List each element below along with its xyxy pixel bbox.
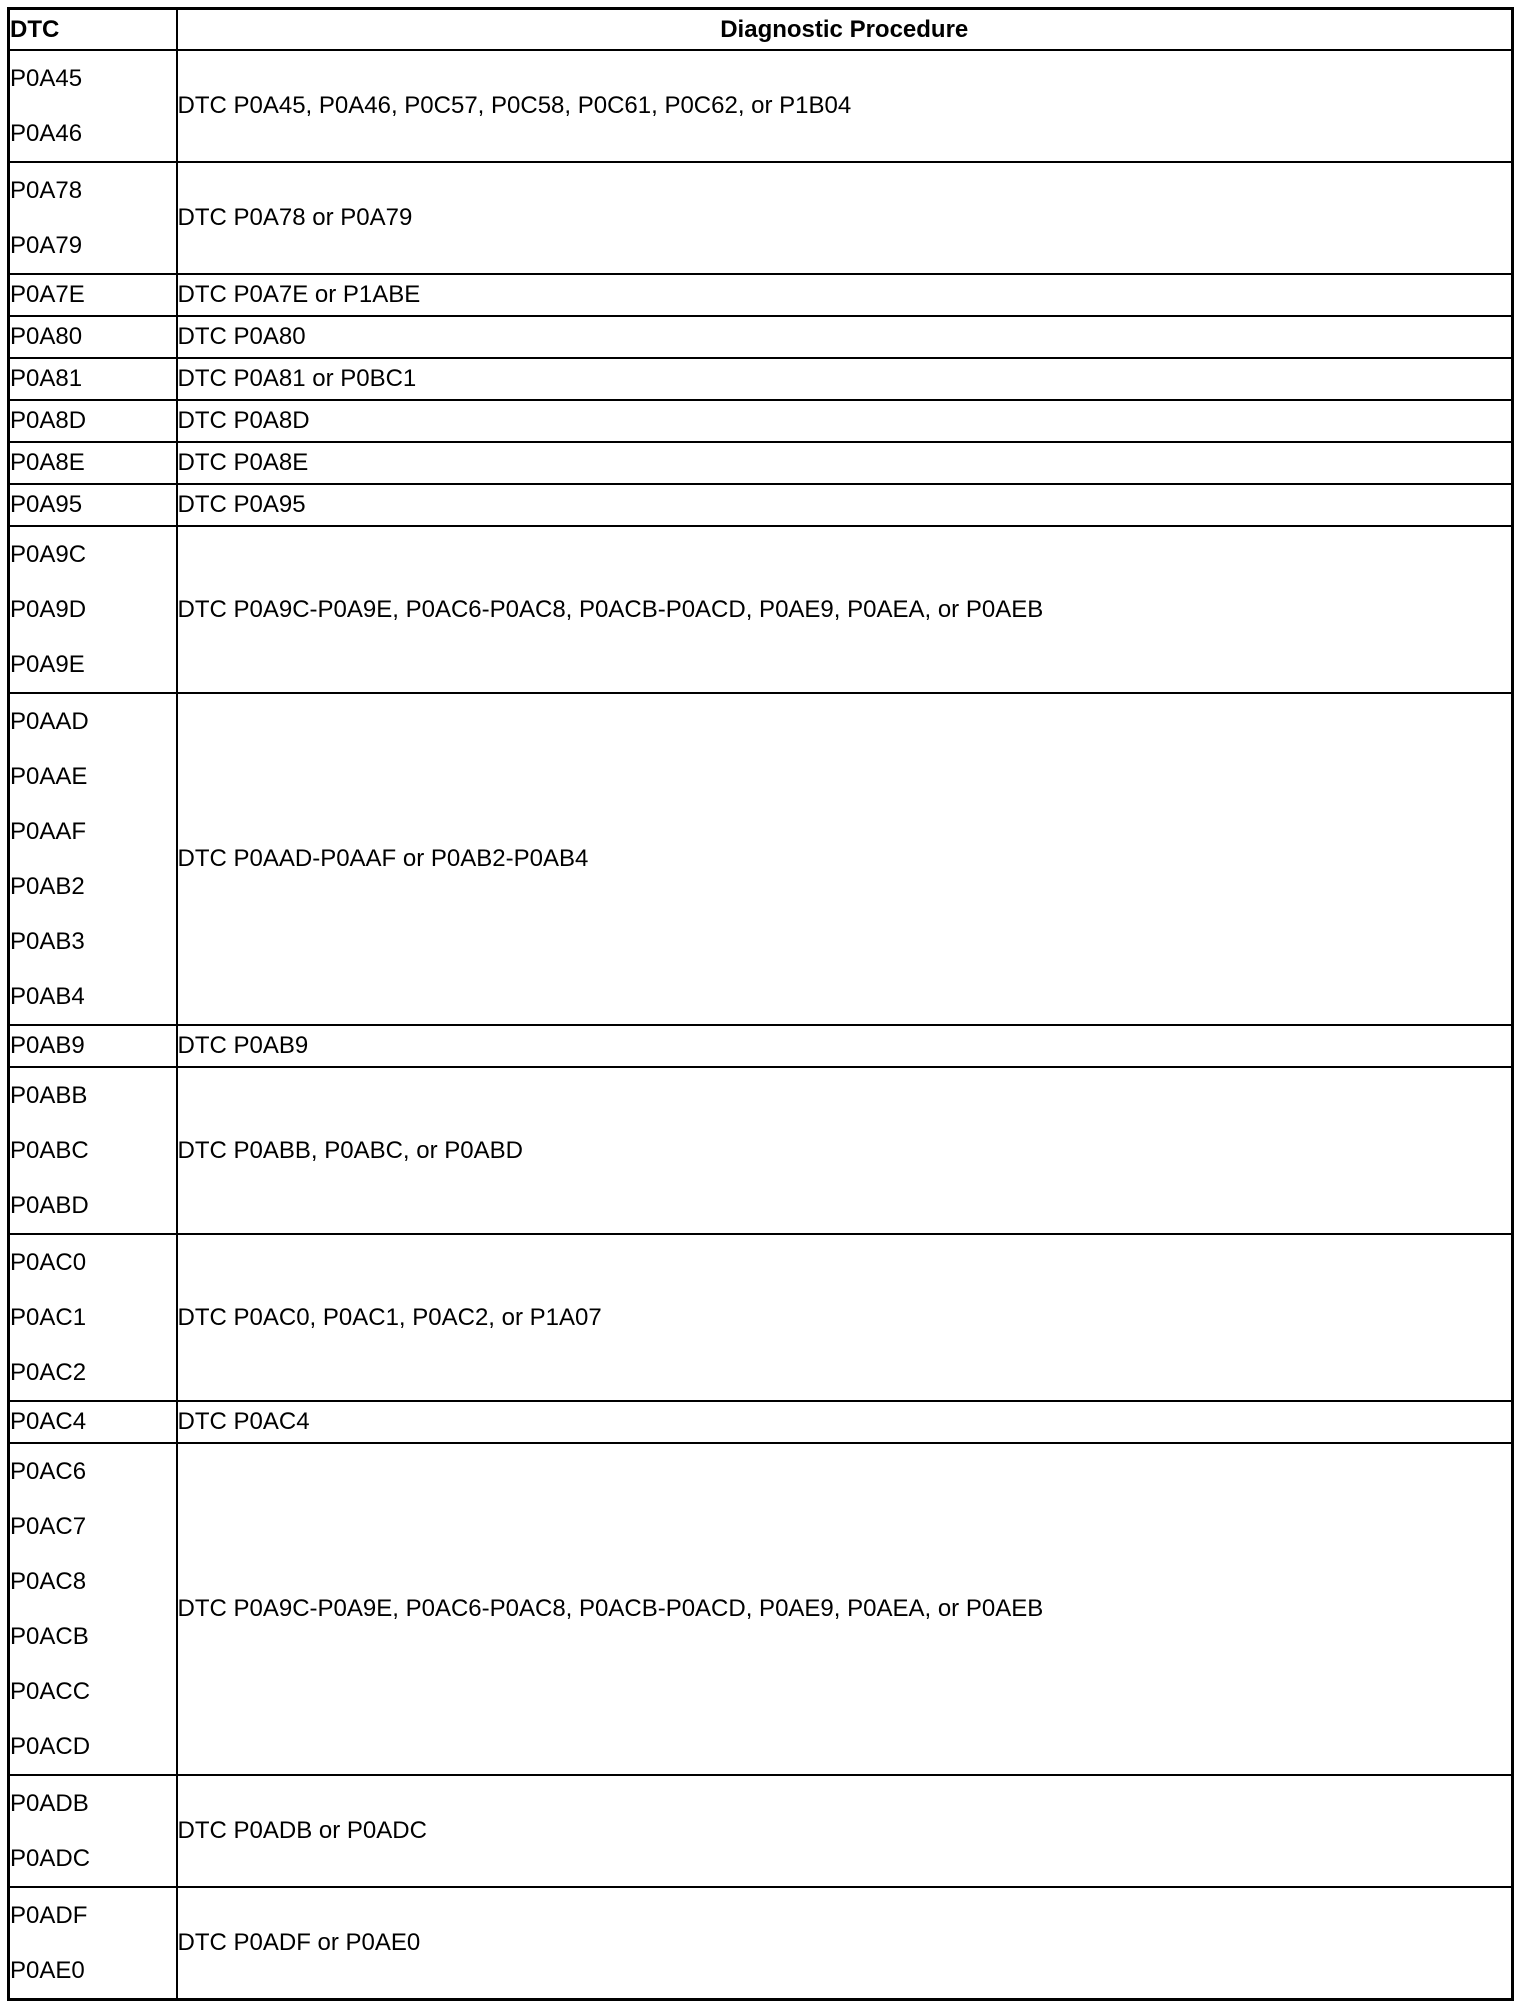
- header-diagnostic-procedure: Diagnostic Procedure: [177, 9, 1513, 51]
- dtc-code: P0A8E: [10, 449, 85, 476]
- diagnostic-procedure-cell: DTC P0A9C-P0A9E, P0AC6-P0AC8, P0ACB-P0ACD, P0AE9, P0AEA, or P0AEB: [177, 1443, 1513, 1775]
- dtc-codes-cell: [9, 274, 177, 316]
- dtc-code: P0ACD: [10, 1733, 91, 1760]
- table-row: [9, 162, 1513, 274]
- dtc-code: P0AB3: [10, 928, 85, 955]
- dtc-code: P0ABD: [10, 1192, 89, 1219]
- dtc-code: P0AC6: [10, 1458, 87, 1485]
- diagnostic-procedure-cell: DTC P0A9C-P0A9E, P0AC6-P0AC8, P0ACB-P0ACD, P0AE9, P0AEA, or P0AEB: [177, 526, 1513, 693]
- dtc-code: P0ACB: [10, 1623, 89, 1650]
- dtc-codes-cell: [9, 526, 177, 693]
- dtc-codes-cell: [9, 1887, 177, 2000]
- diagnostic-procedure-cell: DTC P0ABB, P0ABC, or P0ABD: [177, 1067, 1513, 1234]
- diagnostic-procedure-cell: DTC P0A95: [177, 484, 1513, 526]
- dtc-code: P0A9C: [10, 541, 87, 568]
- diagnostic-procedure-cell: DTC P0A45, P0A46, P0C57, P0C58, P0C61, P0C62, or P1B04: [177, 50, 1513, 162]
- diagnostic-procedure-cell: DTC P0A80: [177, 316, 1513, 358]
- dtc-codes-cell: [9, 484, 177, 526]
- table-row: [9, 526, 1513, 693]
- dtc-code: P0A9D: [10, 596, 87, 623]
- dtc-code: P0A95: [10, 491, 83, 518]
- table-body: [9, 50, 1513, 2000]
- table-row: [9, 400, 1513, 442]
- dtc-code: P0AC1: [10, 1304, 87, 1331]
- dtc-codes-cell: [9, 400, 177, 442]
- dtc-code: P0A80: [10, 323, 83, 350]
- dtc-code: P0A7E: [10, 281, 85, 308]
- table-header-row: [9, 9, 1513, 51]
- diagnostic-procedure-cell: DTC P0ADB or P0ADC: [177, 1775, 1513, 1887]
- dtc-code: P0A81: [10, 365, 83, 392]
- dtc-codes-cell: [9, 442, 177, 484]
- diagnostic-procedure-cell: DTC P0A8E: [177, 442, 1513, 484]
- diagnostic-procedure-cell: DTC P0A7E or P1ABE: [177, 274, 1513, 316]
- diagnostic-procedure-cell: DTC P0ADF or P0AE0: [177, 1887, 1513, 2000]
- diagnostic-procedure-cell: DTC P0AC4: [177, 1401, 1513, 1443]
- diagnostic-procedure-cell: DTC P0AB9: [177, 1025, 1513, 1067]
- dtc-codes-cell: [9, 1775, 177, 1887]
- dtc-code: P0ADF: [10, 1902, 88, 1929]
- table-row: [9, 1887, 1513, 2000]
- dtc-code: P0A78: [10, 177, 83, 204]
- dtc-code: P0AB9: [10, 1032, 85, 1059]
- table-row: [9, 316, 1513, 358]
- dtc-code: P0A46: [10, 120, 83, 147]
- dtc-codes-cell: [9, 1067, 177, 1234]
- dtc-codes-cell: [9, 316, 177, 358]
- dtc-code: P0A8D: [10, 407, 87, 434]
- table-row: [9, 1401, 1513, 1443]
- dtc-codes-cell: [9, 693, 177, 1025]
- header-dtc: DTC: [9, 9, 177, 51]
- diagnostic-procedure-cell: DTC P0A78 or P0A79: [177, 162, 1513, 274]
- dtc-codes-cell: [9, 358, 177, 400]
- table-row: [9, 1025, 1513, 1067]
- table-row: [9, 50, 1513, 162]
- dtc-code: P0ABB: [10, 1082, 88, 1109]
- dtc-codes-cell: [9, 1234, 177, 1401]
- dtc-code: P0ADB: [10, 1790, 89, 1817]
- diagnostic-procedure-cell: DTC P0A8D: [177, 400, 1513, 442]
- dtc-codes-cell: [9, 1025, 177, 1067]
- dtc-code: P0AE0: [10, 1957, 85, 1984]
- dtc-table: [7, 7, 1514, 2001]
- dtc-code: P0AAE: [10, 763, 88, 790]
- dtc-code: P0AC4: [10, 1408, 87, 1435]
- table-row: [9, 484, 1513, 526]
- diagnostic-procedure-cell: DTC P0AC0, P0AC1, P0AC2, or P1A07: [177, 1234, 1513, 1401]
- table-row: [9, 1234, 1513, 1401]
- dtc-code: P0ADC: [10, 1845, 91, 1872]
- dtc-code: P0AC8: [10, 1568, 87, 1595]
- table-row: [9, 1067, 1513, 1234]
- dtc-code: P0A9E: [10, 651, 85, 678]
- table-row: [9, 1775, 1513, 1887]
- diagnostic-procedure-cell: DTC P0A81 or P0BC1: [177, 358, 1513, 400]
- dtc-code: P0A79: [10, 232, 83, 259]
- dtc-code: P0AC2: [10, 1359, 87, 1386]
- table-row: [9, 693, 1513, 1025]
- dtc-code: P0ACC: [10, 1678, 91, 1705]
- dtc-code: P0A45: [10, 65, 83, 92]
- dtc-code: P0AB2: [10, 873, 85, 900]
- table-row: [9, 274, 1513, 316]
- dtc-codes-cell: [9, 50, 177, 162]
- table-row: [9, 442, 1513, 484]
- dtc-codes-cell: [9, 1443, 177, 1775]
- diagnostic-procedure-cell: DTC P0AAD-P0AAF or P0AB2-P0AB4: [177, 693, 1513, 1025]
- dtc-code: P0AAF: [10, 818, 87, 845]
- table-row: [9, 358, 1513, 400]
- dtc-codes-cell: [9, 162, 177, 274]
- dtc-codes-cell: [9, 1401, 177, 1443]
- dtc-code: P0AB4: [10, 983, 85, 1010]
- dtc-code: P0AC7: [10, 1513, 87, 1540]
- dtc-code: P0AC0: [10, 1249, 87, 1276]
- dtc-code: P0ABC: [10, 1137, 89, 1164]
- table-row: [9, 1443, 1513, 1775]
- dtc-code: P0AAD: [10, 708, 89, 735]
